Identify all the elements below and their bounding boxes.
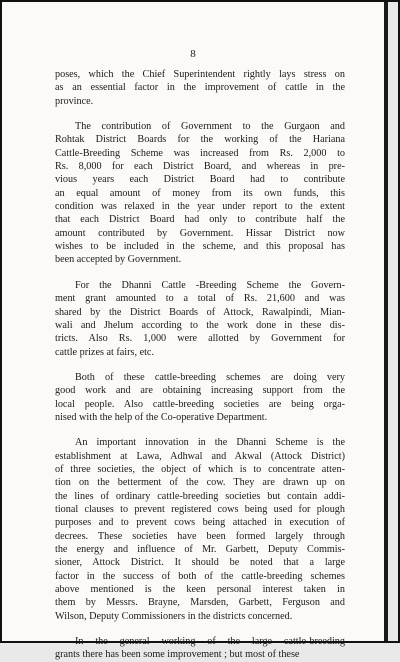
text-line: factor in the success of both of the cattle-breeding schemes xyxy=(55,570,345,582)
text-line: The contribution of Government to the Gurgaon and xyxy=(75,121,345,133)
text-line: local people. Also cattle-breeding societies are being orga- xyxy=(55,398,345,410)
text-line: the lines of ordinary cattle-breeding societies but contain addi- xyxy=(55,490,345,502)
text-line: of three societies, the object of which is to concentrate atten- xyxy=(55,463,345,475)
text-line: cattle prizes at fairs, etc. xyxy=(55,346,154,358)
text-line: Cattle-Breeding Scheme was increased from Rs. 2,000 to xyxy=(55,147,345,159)
text-line: vious years each District Board had to contribute xyxy=(55,174,345,186)
text-line: decrees. These societies have been formed largely through xyxy=(55,530,345,542)
text-line: Both of these cattle-breeding schemes are doing very xyxy=(75,371,345,383)
text-line: shared by the District Boards of Attock, Rawalpindi, Mian- xyxy=(55,306,345,318)
text-line: purposes and to prevent cows being attached in execution of xyxy=(55,517,345,529)
text-line: grants there has been some improvement ; but most of these xyxy=(55,649,300,661)
text-line: poses, which the Chief Superintendent rightly lays stress on xyxy=(55,69,345,80)
text-line: condition was relaxed in the year under report to the extent xyxy=(55,201,345,213)
text-line: them by Messrs. Brayne, Marsden, Garbett, Ferguson and xyxy=(55,597,345,609)
text-line: been accepted by Government. xyxy=(55,254,182,266)
text-line: sioner, Attock District. It should be noted that a large xyxy=(55,557,345,569)
text-line: For the Dhanni Cattle -Breeding Scheme the Govern- xyxy=(75,279,345,291)
text-line: Rs. 8,000 for each District Board, and whereas in pre- xyxy=(55,161,345,173)
text-line: Wilson, Deputy Commissioners in the districts concerned. xyxy=(55,610,293,622)
text-line: province. xyxy=(55,95,94,107)
text-line: an equal amount of money from its own funds, this xyxy=(55,187,345,199)
text-line: tion on the betterment of the cow. They are drawn up on xyxy=(55,477,345,489)
text-line: An important innovation in the Dhanni Scheme is the xyxy=(75,437,345,449)
text-line: Rohtak District Boards for the working of the Hariana xyxy=(55,134,345,146)
text-line: tricts. Also Rs. 1,000 were allotted by Government for xyxy=(55,333,345,345)
text-line: that each District Board had only to contribute half the xyxy=(55,214,345,226)
text-line: ment grant amounted to a total of Rs. 21,600 and was xyxy=(55,293,345,305)
text-line: tional clauses to prevent registered cows being used for plough xyxy=(55,503,345,515)
text-line: good work and are obtaining increasing support from the xyxy=(55,385,345,397)
text-line: wali and Jhelum according to the work done in these dis- xyxy=(55,319,345,331)
text-line: above mentioned is the keen personal interest taken in xyxy=(55,584,345,596)
text-line: the energy and influence of Mr. Garbett, Deputy Commis- xyxy=(55,544,345,555)
text-line: wishes to be included in the scheme, and this proposal has xyxy=(55,241,345,253)
text-line: amount contributed by Government. Hissar District now xyxy=(55,227,345,239)
text-line: as an essential factor in the improvement of cattle in the xyxy=(55,82,345,94)
text-line: nised with the help of the Co-operative Department. xyxy=(55,411,268,423)
page-number: 8 xyxy=(190,48,196,60)
text-line: In the general working of the large cattle-breeding xyxy=(75,636,345,648)
text-line: establishment at Lawa, Adhwal and Akwal (Attock District) xyxy=(55,450,345,462)
